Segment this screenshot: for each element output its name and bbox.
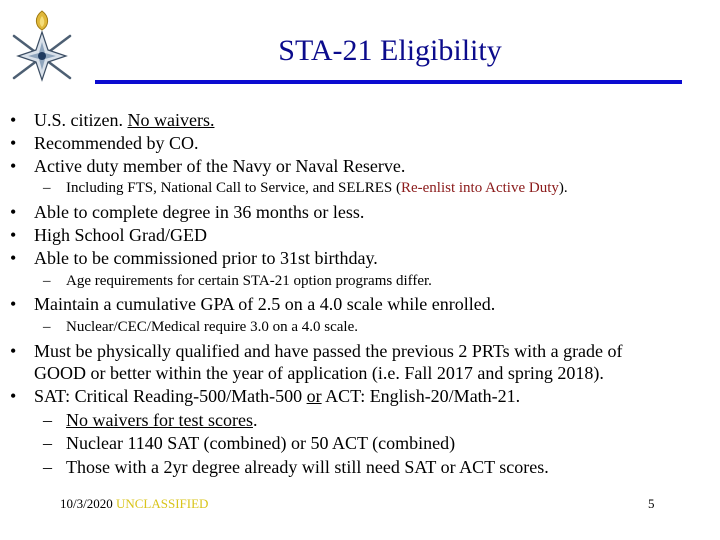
or-emphasis: or [306, 386, 322, 406]
bullet-text-line1: Must be physically qualified and have passed the previous 2 PRTs with a grade of [34, 341, 623, 361]
subbullet-marker: – [43, 273, 51, 289]
navy-emblem-icon [8, 8, 76, 86]
bullet-marker: • [10, 294, 17, 314]
bullet-text: U.S. citizen. [34, 110, 128, 130]
classification-label: UNCLASSIFIED [115, 496, 209, 511]
subbullet-text-end: ). [558, 180, 568, 196]
bullet-marker: • [10, 225, 17, 245]
bullet-text: High School Grad/GED [34, 225, 207, 245]
bullet-marker: • [10, 386, 17, 406]
subbullet-marker: – [43, 410, 52, 430]
footer-date-classification [60, 496, 208, 512]
bullet-text: Able to complete degree in 36 months or less. [34, 202, 365, 222]
reenlist-note: Re-enlist into Active Duty [400, 180, 559, 196]
bullet-marker: • [10, 133, 17, 153]
bullet-marker: • [10, 156, 17, 176]
subbullet-marker: – [43, 457, 52, 477]
subbullet-marker: – [43, 319, 51, 335]
bullet-marker: • [10, 110, 17, 130]
bullet-text: Able to be commissioned prior to 31st birthday. [34, 248, 378, 268]
subbullet-marker: – [43, 180, 51, 196]
subbullet-marker: – [43, 433, 52, 453]
subbullet-text: Nuclear/CEC/Medical require 3.0 on a 4.0 scale. [66, 319, 358, 335]
page-number: 5 [648, 496, 655, 511]
bullet-text-line2: GOOD or better within the year of application (i.e. Fall 2017 and spring 2018). [34, 363, 604, 383]
bullet-physical [0, 340, 715, 384]
no-waivers-emphasis: No waivers. [127, 110, 215, 130]
bullet-marker: • [10, 341, 17, 361]
subbullet-text: Age requirements for certain STA-21 option programs differ. [66, 273, 432, 289]
subbullet-text-end: . [252, 410, 258, 430]
bullet-text: Maintain a cumulative GPA of 2.5 on a 4.0 scale while enrolled. [34, 294, 496, 314]
title-divider [95, 80, 682, 84]
bullet-text-end: ACT: English-20/Math-21. [321, 386, 521, 406]
subbullet-text: Those with a 2yr degree already will still need SAT or ACT scores. [66, 457, 549, 477]
bullet-text: Recommended by CO. [34, 133, 199, 153]
subbullet-text: Including FTS, National Call to Service, and SELRES ( [66, 180, 401, 196]
bullet-marker: • [10, 248, 17, 268]
bullet-marker: • [10, 202, 17, 222]
bullet-text: SAT: Critical Reading-500/Math-500 [34, 386, 307, 406]
bullet-text: Active duty member of the Navy or Naval Reserve. [34, 156, 406, 176]
subbullet-text: Nuclear 1140 SAT (combined) or 50 ACT (combined) [66, 433, 456, 453]
footer-date: 10/3/2020 [60, 496, 113, 511]
no-test-waivers-emphasis: No waivers for test scores [66, 410, 253, 430]
slide-title: STA-21 Eligibility [278, 34, 502, 67]
